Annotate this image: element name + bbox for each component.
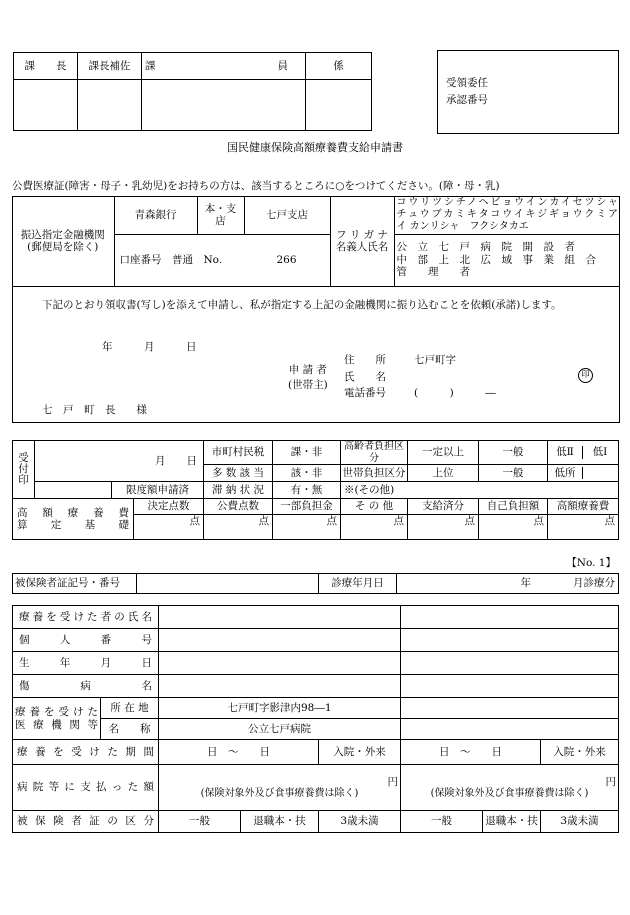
val-decided-points[interactable]: 点 bbox=[134, 515, 204, 540]
furigana-label-2: 名義人氏名 bbox=[335, 240, 389, 253]
facility-name-label: 名 称 bbox=[101, 719, 159, 740]
branch-type[interactable]: 本・支店 bbox=[197, 196, 244, 234]
stamp-head-staff-a: 課 bbox=[145, 59, 156, 72]
class-retired-2[interactable]: 退職本・扶 bbox=[483, 811, 541, 833]
holder-line-1: 公 立 七 戸 病 院 開 設 者 bbox=[396, 241, 575, 254]
elderly-4: 低Ⅰ bbox=[582, 446, 617, 458]
seal-text: 印 bbox=[581, 370, 590, 380]
elderly-2[interactable]: 一般 bbox=[479, 441, 548, 465]
kana-line-2: チュウブカミキタコウイキジギョウクミア bbox=[396, 208, 618, 220]
val-copay[interactable]: 点 bbox=[273, 515, 341, 540]
patient-name-label: 療養を受けた者の氏名 bbox=[13, 606, 159, 629]
col-high-cost: 高額療養費 bbox=[548, 499, 619, 515]
class-label: 被 保 険 者 証 の 区 分 bbox=[13, 811, 159, 833]
disease-label: 傷 病 名 bbox=[13, 675, 159, 698]
personal-number-2[interactable] bbox=[401, 629, 619, 652]
class-retired-1[interactable]: 退職本・扶 bbox=[241, 811, 319, 833]
address-value[interactable]: 七戸町字 bbox=[414, 354, 456, 366]
calc-basis-2: 算 定 基 礎 bbox=[17, 519, 129, 531]
col-self-pay: 自己負担額 bbox=[479, 499, 548, 515]
holder-line-3: 管 理 者 bbox=[396, 266, 470, 279]
elderly-3: 低Ⅱ bbox=[556, 446, 574, 459]
page-title: 国民健康保険高額療養費支給申請書 bbox=[227, 141, 403, 154]
bank-label-1: 振込指定金融機関 bbox=[20, 228, 105, 241]
household-2[interactable]: 一般 bbox=[479, 465, 548, 482]
seal-icon bbox=[578, 368, 593, 383]
insured-number-label: 被保険者証記号・番号 bbox=[13, 574, 137, 594]
stamp-cell[interactable] bbox=[306, 80, 372, 131]
multi-label: 多 数 該 当 bbox=[204, 465, 273, 482]
yen-2: 円 bbox=[605, 775, 617, 788]
paid-amount-1[interactable] bbox=[159, 765, 401, 811]
facility-name-value[interactable]: 公立七戸病院 bbox=[159, 719, 401, 740]
paid-note-1: (保険対象外及び食事療養費は除く) bbox=[200, 787, 359, 799]
receipt-line2: 承認番号 bbox=[446, 94, 488, 106]
paid-amount-label: 病院等に支払った額 bbox=[13, 765, 159, 811]
tel-label: 電話番号 bbox=[344, 387, 386, 399]
household-label: 世帯負担区分 bbox=[341, 465, 408, 482]
request-date[interactable]: 年 月 日 bbox=[102, 341, 197, 353]
col-decided-points: 決定点数 bbox=[134, 499, 204, 515]
col-other: そ の 他 bbox=[341, 499, 408, 515]
furigana-label bbox=[330, 196, 394, 286]
patient-name-2[interactable] bbox=[401, 606, 619, 629]
val-paid[interactable]: 点 bbox=[408, 515, 479, 540]
account-number-cell[interactable] bbox=[114, 234, 330, 286]
kana-line-1: コウリツシチノヘビョウインカイセツシャ bbox=[396, 197, 618, 209]
stamp-head-staff-b: 員 bbox=[277, 59, 288, 72]
stamp-table bbox=[13, 52, 372, 131]
bank-table bbox=[12, 196, 620, 287]
request-text: 下記のとおり領収書(写し)を添えて申請し、私が指定する上記の金融機関に振り込むことを依頼(承諾)します。 bbox=[42, 299, 562, 311]
class-general-1[interactable]: 一般 bbox=[159, 811, 241, 833]
applicant-label-1: 申 請 者 bbox=[288, 364, 327, 376]
applicant-label bbox=[288, 362, 328, 392]
applicant-label-2: (世帯主) bbox=[288, 379, 328, 391]
val-high-cost[interactable]: 点 bbox=[548, 515, 619, 540]
treatment-date-label: 診療年月日 bbox=[319, 574, 397, 594]
location-value-2[interactable] bbox=[401, 698, 619, 719]
institution-label bbox=[13, 698, 101, 740]
elderly-label: 高齢者負担区分 bbox=[341, 441, 408, 465]
bank-name[interactable]: 青森銀行 bbox=[114, 196, 197, 234]
instruction-text: 公費医療証(障害・母子・乳幼児)をお持ちの方は、該当するところに○をつけてください。(障・母・乳) bbox=[12, 180, 500, 192]
personal-number-1[interactable] bbox=[159, 629, 401, 652]
disease-1[interactable] bbox=[159, 675, 401, 698]
insured-number-value[interactable] bbox=[137, 574, 319, 594]
stamp-head-staff bbox=[142, 53, 306, 80]
tel-value[interactable]: ( ) ― bbox=[414, 387, 496, 399]
holder-line-2: 中 部 上 北 広 域 事 業 組 合 bbox=[396, 253, 596, 266]
bank-label-2: (郵便局を除く) bbox=[27, 240, 99, 253]
other-note[interactable]: ※(その他) bbox=[341, 482, 619, 499]
val-self-pay[interactable]: 点 bbox=[479, 515, 548, 540]
multi-value[interactable]: 該・非 bbox=[273, 465, 341, 482]
stamp-head-chief: 課 長 bbox=[14, 53, 78, 80]
disease-2[interactable] bbox=[401, 675, 619, 698]
account-holder-name[interactable] bbox=[394, 234, 620, 286]
patient-table bbox=[12, 605, 619, 833]
patient-name-1[interactable] bbox=[159, 606, 401, 629]
col-public-points: 公費点数 bbox=[204, 499, 273, 515]
addressee: 七 戸 町 長 様 bbox=[42, 404, 147, 416]
elderly-3-4[interactable] bbox=[548, 441, 619, 465]
personal-number-label: 個 人 番 号 bbox=[13, 629, 159, 652]
birthdate-label: 生 年 月 日 bbox=[13, 652, 159, 675]
period-value-2[interactable]: 日 ～ 日 bbox=[401, 740, 541, 765]
col-paid: 支給済分 bbox=[408, 499, 479, 515]
location-value[interactable]: 七戸町字影津内98―1 bbox=[159, 698, 401, 719]
account-kana[interactable] bbox=[394, 196, 620, 234]
receipt-stamp-label bbox=[13, 441, 35, 499]
val-public-points[interactable]: 点 bbox=[204, 515, 273, 540]
col-copay: 一部負担金 bbox=[273, 499, 341, 515]
household-3-text: 低所 bbox=[554, 466, 576, 479]
calc-basis-label bbox=[13, 499, 134, 540]
received-date[interactable]: 月 日 bbox=[35, 441, 204, 482]
birthdate-2[interactable] bbox=[401, 652, 619, 675]
branch-name[interactable]: 七戸支店 bbox=[244, 196, 330, 234]
receipt-commission-box bbox=[437, 50, 619, 134]
stamp-cell[interactable] bbox=[78, 80, 142, 131]
page-number: 【No. 1】 bbox=[566, 557, 616, 569]
address-label: 住 所 bbox=[344, 354, 386, 366]
location-label: 所 在 地 bbox=[101, 698, 159, 719]
calc-basis-1: 高 額 療 養 費 bbox=[17, 506, 129, 519]
receipt-stamp-text: 受付印 bbox=[18, 451, 29, 486]
period-type-2[interactable]: 入院・外来 bbox=[541, 740, 619, 765]
stamp-head-section: 係 bbox=[306, 53, 372, 80]
insured-table bbox=[12, 573, 619, 594]
paid-amount-2[interactable] bbox=[401, 765, 619, 811]
household-3[interactable] bbox=[548, 465, 619, 482]
treatment-date-value[interactable]: 年 月診療分 bbox=[397, 574, 619, 594]
class-under3-1[interactable]: 3歳未満 bbox=[319, 811, 401, 833]
stamp-cell[interactable] bbox=[142, 80, 306, 131]
bank-label bbox=[12, 196, 114, 286]
institution-label-2: 医療機関等 bbox=[15, 718, 98, 731]
period-type-1[interactable]: 入院・外来 bbox=[319, 740, 401, 765]
arrears-label: 滞 納 状 況 bbox=[204, 482, 273, 499]
limit-label: 限度額申請済 bbox=[112, 482, 204, 499]
account-number: 266 bbox=[276, 253, 297, 266]
household-1[interactable]: 上位 bbox=[408, 465, 479, 482]
yen-1: 円 bbox=[387, 775, 399, 788]
stamp-cell[interactable] bbox=[14, 80, 78, 131]
tax-label: 市町村民税 bbox=[204, 441, 273, 465]
class-general-2[interactable]: 一般 bbox=[401, 811, 483, 833]
class-under3-2[interactable]: 3歳未満 bbox=[541, 811, 619, 833]
facility-name-value-2[interactable] bbox=[401, 719, 619, 740]
arrears-value[interactable]: 有・無 bbox=[273, 482, 341, 499]
val-other[interactable]: 点 bbox=[341, 515, 408, 540]
period-label: 療 養 を 受 け た 期 間 bbox=[13, 740, 159, 765]
period-value-1[interactable]: 日 ～ 日 bbox=[159, 740, 319, 765]
birthdate-1[interactable] bbox=[159, 652, 401, 675]
name-label: 氏 名 bbox=[344, 371, 386, 383]
tax-value[interactable]: 課・非 bbox=[273, 441, 341, 465]
account-label: 口座番号 普通 No. bbox=[119, 253, 223, 266]
elderly-1[interactable]: 一定以上 bbox=[408, 441, 479, 465]
receipt-line1: 受領委任 bbox=[446, 77, 488, 89]
stamp-head-assistant: 課長補佐 bbox=[78, 53, 142, 80]
kana-line-3: イ カンリシャ フクシタカエ bbox=[396, 220, 529, 232]
paid-note-2: (保険対象外及び食事療養費は除く) bbox=[430, 787, 589, 799]
furigana-label-1: フ リ ガ ナ bbox=[335, 228, 388, 241]
institution-label-1: 療養を受けた bbox=[15, 706, 98, 719]
office-use-table bbox=[12, 440, 619, 540]
